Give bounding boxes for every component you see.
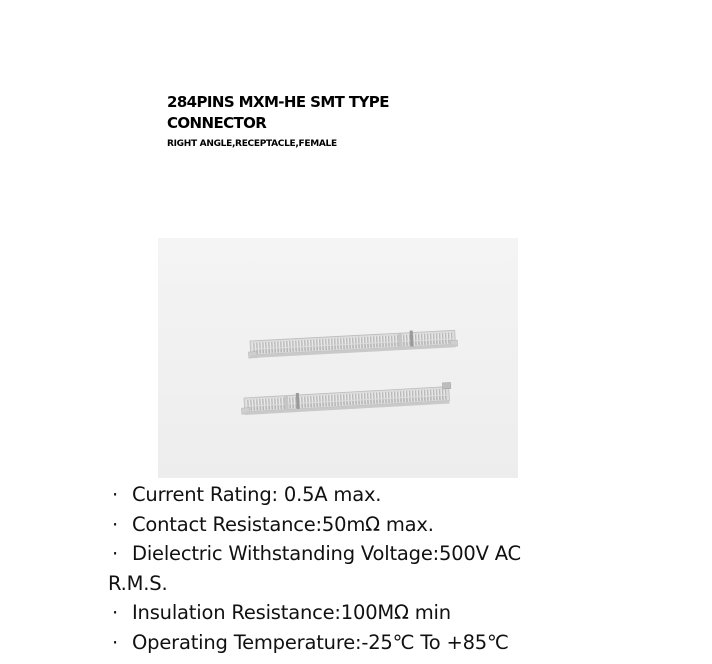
spec-dielectric-voltage [108, 539, 698, 569]
bullet: · [112, 483, 118, 506]
spec-contact-resistance [108, 510, 698, 540]
spec-current-rating [108, 480, 698, 510]
bullet: · [112, 512, 118, 536]
spec-text: Current Rating: 0.5A max. [132, 483, 382, 506]
product-title-line-2: CONNECTOR [167, 114, 267, 132]
header [167, 92, 587, 151]
spec-text: Contact Resistance:50mΩ max. [132, 512, 434, 536]
spec-insulation-resistance [108, 598, 698, 628]
spec-text: Insulation Resistance:100MΩ min [132, 601, 451, 624]
connector-photo [158, 238, 518, 478]
spec-text: R.M.S. [108, 571, 168, 595]
bullet: · [112, 601, 118, 624]
bullet: · [112, 630, 118, 654]
spec-dielectric-voltage-continuation [108, 569, 698, 599]
spec-operating-temperature [108, 628, 698, 658]
spec-list [108, 480, 698, 657]
spec-text: Operating Temperature:-25℃ To +85℃ [132, 630, 509, 654]
product-title-line-1: 284PINS MXM-HE SMT TYPE [167, 93, 389, 111]
spec-text: Dielectric Withstanding Voltage:500V AC [132, 542, 521, 565]
bullet: · [112, 542, 118, 565]
product-subtitle: RIGHT ANGLE,RECEPTACLE,FEMALE [167, 139, 337, 149]
